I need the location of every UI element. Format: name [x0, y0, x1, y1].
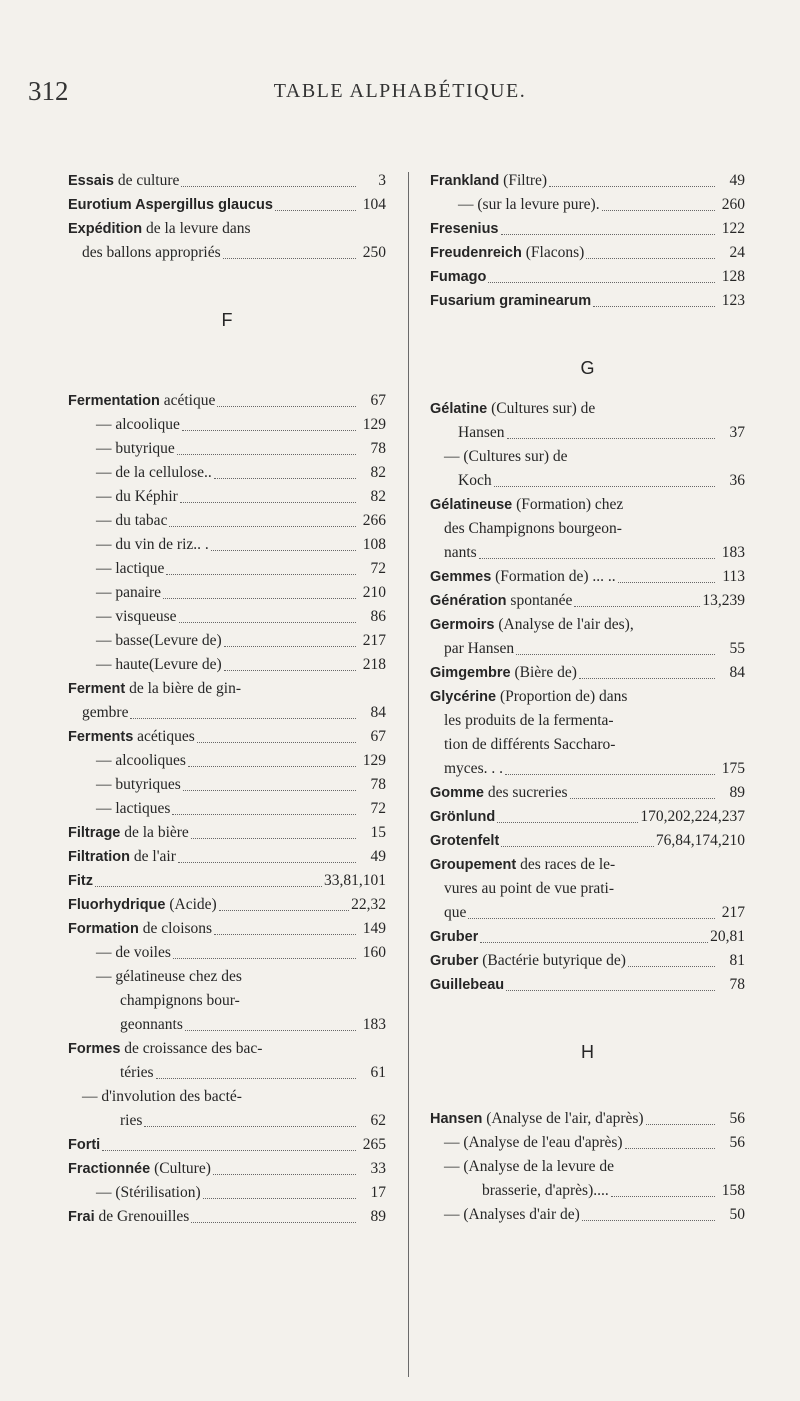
index-subentry: — du Képhir 82	[96, 488, 386, 505]
index-subentry: — visqueuse 86	[96, 608, 386, 625]
index-subentry: — (sur la levure pure). 260	[458, 196, 745, 213]
index-entry: Fresenius 122	[430, 220, 745, 237]
index-subentry-continued: champignons bour-	[120, 992, 240, 1009]
index-entry: Expédition de la levure dans	[68, 220, 251, 237]
index-entry: Frankland (Filtre) 49	[430, 172, 745, 189]
index-entry: Forti 265	[68, 1136, 386, 1153]
index-subentry: — lactique 72	[96, 560, 386, 577]
index-subentry: — butyrique 78	[96, 440, 386, 457]
index-entry: Ferments acétiques 67	[68, 728, 386, 745]
index-entry-continued: des ballons appropriés 250	[82, 244, 386, 261]
index-entry: Freudenreich (Flacons) 24	[430, 244, 745, 261]
index-subentry: — de voiles 160	[96, 944, 386, 961]
section-letter-f: F	[221, 310, 233, 330]
index-entry: Gélatineuse (Formation) chez	[430, 496, 624, 513]
index-subentry: — de la cellulose.. 82	[96, 464, 386, 481]
index-entry-continued: myces. . . 175	[444, 760, 745, 777]
index-entry: Fermentation acétique 67	[68, 392, 386, 409]
index-subentry: — butyriques 78	[96, 776, 386, 793]
index-subentry: — haute(Levure de) 218	[96, 656, 386, 673]
index-subentry: — gélatineuse chez des	[96, 968, 242, 985]
left-column	[68, 169, 386, 1229]
index-entry-continued: par Hansen 55	[444, 640, 745, 657]
page-number: 312	[28, 76, 69, 106]
index-entry: Formation de cloisons 149	[68, 920, 386, 937]
index-entry: Fumago 128	[430, 268, 745, 285]
index-entry: Hansen (Analyse de l'air, d'après) 56	[430, 1110, 745, 1127]
index-entry: Grönlund 170,202,224,237	[430, 808, 745, 825]
index-entry: Gomme des sucreries 89	[430, 784, 745, 801]
index-entry-continued: nants 183	[444, 544, 745, 561]
index-entry: Guillebeau 78	[430, 976, 745, 993]
index-entry: Fluorhydrique (Acide) 22,32	[68, 896, 386, 913]
index-entry: Fractionnée (Culture) 33	[68, 1160, 386, 1177]
index-entry-continued: gembre 84	[82, 704, 386, 721]
index-subentry: — (Analyse de l'eau d'après) 56	[444, 1134, 745, 1151]
index-entry: Gélatine (Cultures sur) de	[430, 400, 596, 417]
section-letter-h: H	[581, 1042, 594, 1062]
index-subentry: — alcoolique 129	[96, 416, 386, 433]
index-subentry-continued: geonnants 183	[120, 1016, 386, 1033]
index-subentry: — du tabac 266	[96, 512, 386, 529]
running-title: TABLE ALPHABÉTIQUE.	[273, 80, 527, 102]
index-entry: Génération spontanée 13,239	[430, 592, 745, 609]
index-entry: Frai de Grenouilles 89	[68, 1208, 386, 1225]
index-subentry: — (Analyse de la levure de	[444, 1158, 615, 1175]
index-subentry-continued: brasserie, d'après).... 158	[482, 1182, 745, 1199]
section-letter-g: G	[580, 358, 595, 378]
index-subentry-continued: ries 62	[120, 1112, 386, 1129]
index-subentry: — basse(Levure de) 217	[96, 632, 386, 649]
index-entry: Germoirs (Analyse de l'air des),	[430, 616, 634, 633]
index-entry: Gruber (Bactérie butyrique de) 81	[430, 952, 745, 969]
index-entry: Glycérine (Proportion de) dans	[430, 688, 628, 705]
index-entry-continued: tion de différents Saccharo-	[444, 736, 616, 753]
index-entry-continued: vures au point de vue prati-	[444, 880, 615, 897]
right-column	[430, 169, 745, 1227]
index-entry: Fitz 33,81,101	[68, 872, 386, 889]
index-subentry: — d'involution des bacté-	[82, 1088, 242, 1105]
index-subentry: — (Analyses d'air de) 50	[444, 1206, 745, 1223]
index-entry-continued: téries 61	[120, 1064, 386, 1081]
index-subentry: — alcooliques 129	[96, 752, 386, 769]
index-subentry: — du vin de riz.. . 108	[96, 536, 386, 553]
index-entry: Groupement des races de le-	[430, 856, 616, 873]
index-entry: Gimgembre (Bière de) 84	[430, 664, 745, 681]
index-entry: Eurotium Aspergillus glaucus 104	[68, 196, 386, 213]
index-entry: Filtration de l'air 49	[68, 848, 386, 865]
index-entry: Formes de croissance des bac-	[68, 1040, 263, 1057]
index-subentry: — (Cultures sur) de	[444, 448, 568, 465]
index-subentry: — lactiques 72	[96, 800, 386, 817]
index-entry: Grotenfelt 76,84,174,210	[430, 832, 745, 849]
index-entry: Ferment de la bière de gin-	[68, 680, 241, 697]
index-subentry: — (Stérilisation) 17	[96, 1184, 386, 1201]
index-entry-continued: des Champignons bourgeon-	[444, 520, 622, 537]
index-entry: Gruber 20,81	[430, 928, 745, 945]
index-entry-continued: Hansen 37	[458, 424, 745, 441]
index-entry: Fusarium graminearum 123	[430, 292, 745, 309]
index-entry: Essais de culture 3	[68, 172, 386, 189]
column-divider	[408, 172, 409, 1377]
index-entry-continued: que 217	[444, 904, 745, 921]
index-entry: Gemmes (Formation de) ... .. 113	[430, 568, 745, 585]
index-subentry-continued: Koch 36	[458, 472, 745, 489]
index-entry: Filtrage de la bière 15	[68, 824, 386, 841]
index-subentry: — panaire 210	[96, 584, 386, 601]
index-entry-continued: les produits de la fermenta-	[444, 712, 614, 729]
